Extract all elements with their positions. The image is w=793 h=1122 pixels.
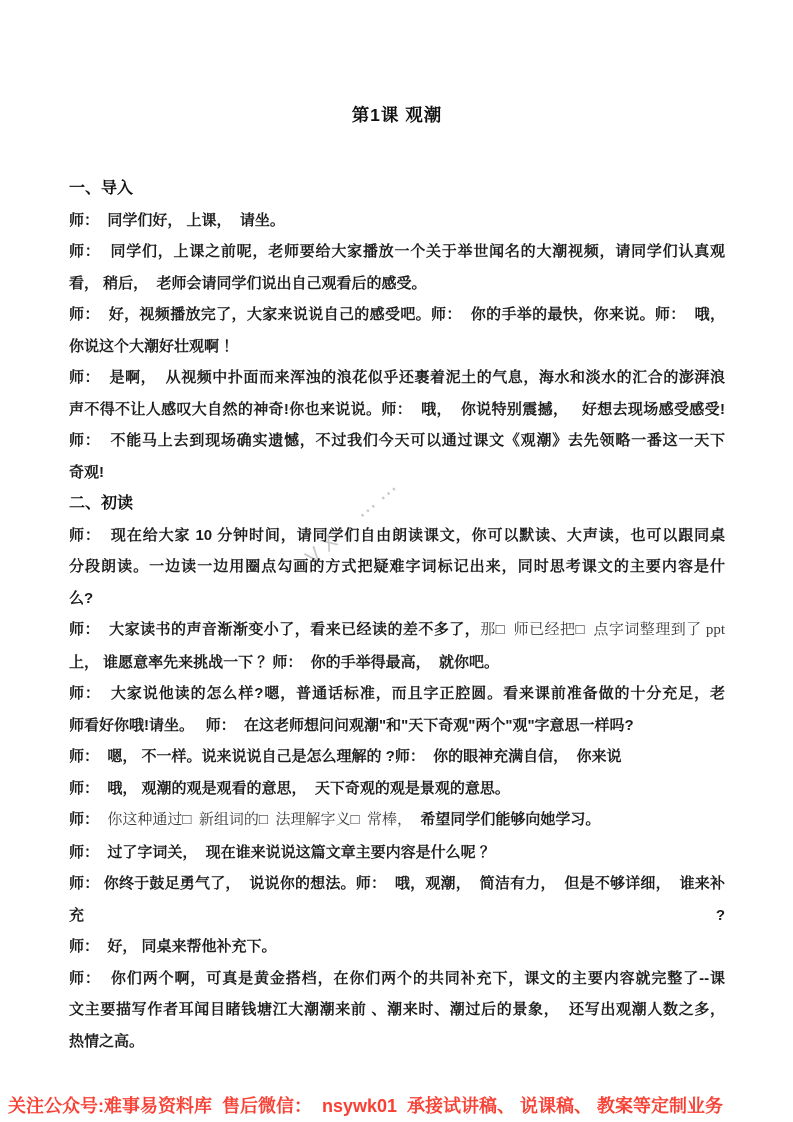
dialogue-line: 师： 现在给大家 10 分钟时间，请同学们自由朗读课文，你可以默读、大声读，也可以跟同桌: [69, 526, 725, 544]
dialogue-line: 看， 稍后， 老师会请同学们说出自己观看后的感受。: [69, 274, 427, 292]
dialogue-line: 声不得不让人感叹大自然的神奇!你也来说说。师： 哦， 你说特别震撼， 好想去现场感受感受!: [69, 400, 725, 418]
text-run: 师：: [69, 811, 108, 828]
text-run-light: 那□ 师已经把□ 点字词整理到了 ppt: [480, 622, 725, 638]
text-run: 希望同学们能够向她学习。: [412, 811, 601, 828]
dialogue-line: 么?: [69, 589, 94, 607]
dialogue-line: 师： 同学们好， 上课， 请坐。: [69, 211, 285, 229]
text-run: 师： 大家读书的声音渐渐变小了，看来已经读的差不多了，: [69, 621, 481, 638]
dialogue-line: 上， 谁愿意率先来挑战一下 ？师： 你的手举得最高， 就你吧。: [69, 653, 500, 671]
dialogue-line: 师： 你终于鼓足勇气了， 说说你的想法。师： 哦，观潮， 简洁有力， 但是不够详细， 谁来补充?: [69, 875, 725, 924]
dialogue-line: 师： 好， 同桌来帮他补充下。: [69, 938, 277, 955]
dialogue-line: 师： 过了字词关， 现在谁来说说这篇文章主要内容是什么呢 ？: [69, 843, 495, 861]
dialogue-line: 师看好你哦!请坐。 师： 在这老师想问问观潮"和"天下奇观"两个"观"字意思一样吗?: [69, 716, 634, 734]
dialogue-line: 师： 嗯， 不一样。说来说说自己是怎么理解的 ?师： 你的眼神充满自信， 你来说: [69, 748, 622, 765]
text-run-light: 你这种通过□ 新组词的□ 法理解字义□ 常棒，: [107, 812, 413, 828]
dialogue-line: [69, 614, 725, 647]
dialogue-line: 师： 同学们，上课之前呢，老师要给大家播放一个关于举世闻名的大潮视频，请同学们认真观: [69, 243, 725, 260]
dialogue-line: 师： 你们两个啊，可真是黄金搭档，在你们两个的共同补充下，课文的主要内容就完整了--课: [69, 969, 725, 987]
dialogue-line: 师： 不能马上去到现场确实遗憾，不过我们今天可以通过课文《观潮》去先领略一番这一天下: [69, 432, 725, 449]
footer-banner: 关注公众号:难事易资料库 售后微信： nsywk01 承接试讲稿、 说课稿、 教案等定制业务: [8, 1096, 724, 1116]
watermark: VX：⋯⋯: [301, 474, 409, 570]
dialogue-line: 分段朗读。一边读一边用圈点勾画的方式把疑难字词标记出来，同时思考课文的主要内容是什: [69, 558, 725, 575]
dialogue-line: 热情之高。: [69, 1032, 145, 1050]
document-content: [69, 102, 725, 1057]
section-heading-first-read: 二、初读: [69, 495, 134, 512]
dialogue-line: 你说这个大潮好壮观啊 ！: [69, 337, 239, 355]
section-heading-intro: 一、导入: [69, 180, 134, 197]
dialogue-line: 师： 好，视频播放完了，大家来说说自己的感受吧。师： 你的手举的最快，你来说。师： 哦，: [69, 306, 725, 323]
dialogue-line: 师： 大家说他读的怎么样?嗯，普通话标准，而且字正腔圆。看来课前准备做的十分充足，老: [69, 685, 725, 702]
page-title: 第1课 观潮: [351, 105, 443, 125]
dialogue-line: 师： 是啊， 从视频中扑面而来浑浊的浪花似乎还裹着泥土的气息，海水和淡水的汇合的澎湃浪: [69, 369, 725, 386]
dialogue-line: [69, 804, 725, 837]
dialogue-line: 奇观!: [69, 463, 104, 481]
dialogue-line: 文主要描写作者耳闻目睹钱塘江大潮潮来前 、潮来时、潮过后的景象， 还写出观潮人数之多，: [69, 1001, 725, 1018]
dialogue-line: 师： 哦， 观潮的观是观看的意思， 天下奇观的观是景观的意思。: [69, 779, 510, 797]
